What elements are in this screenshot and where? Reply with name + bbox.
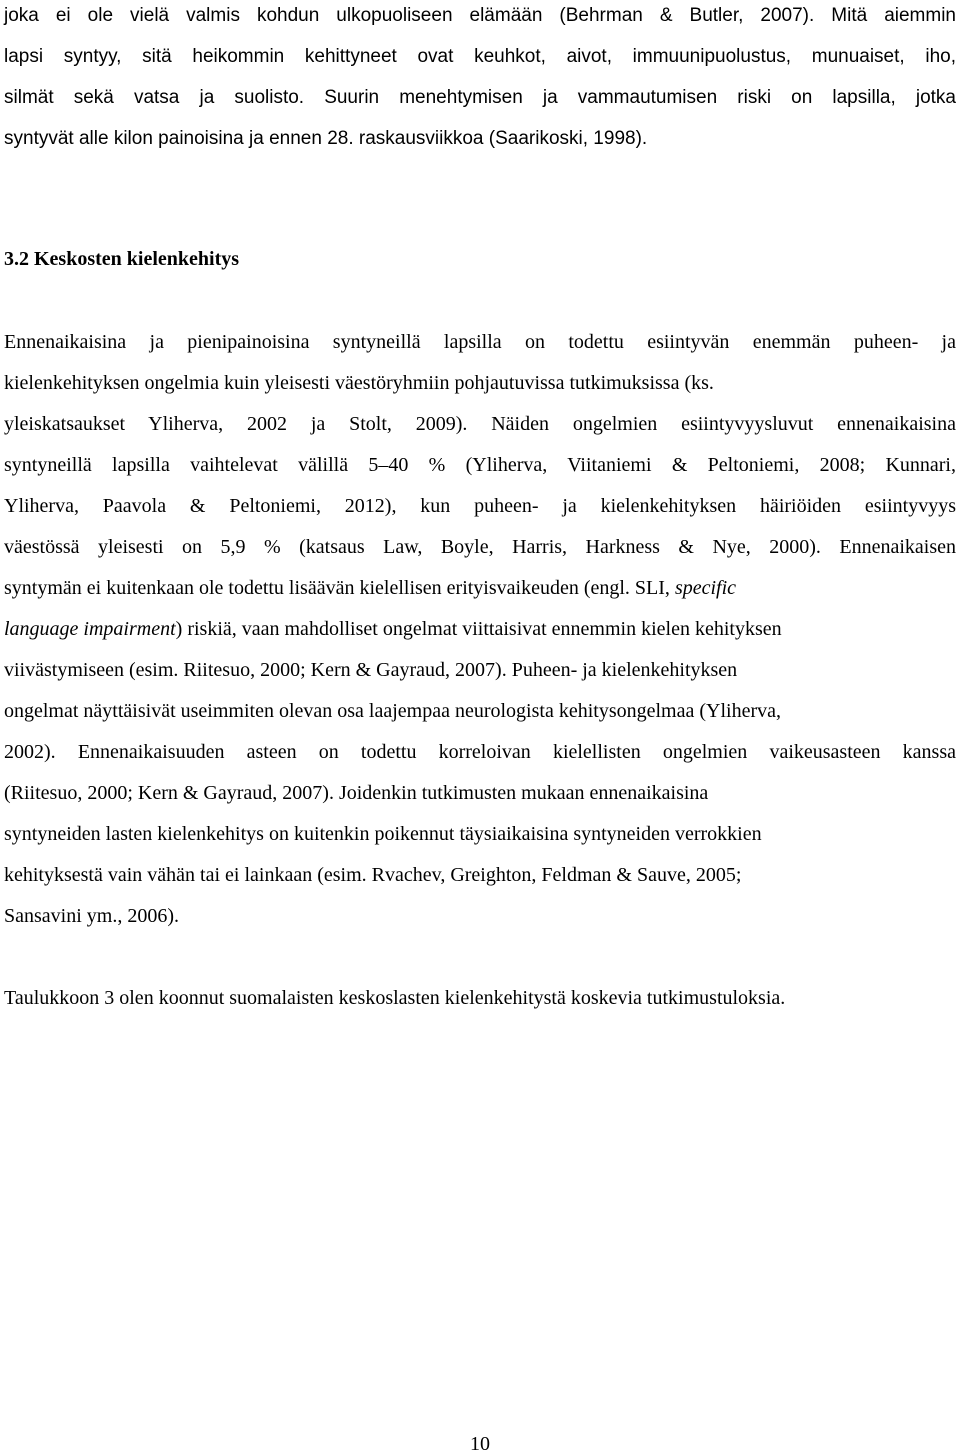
page-number: 10 [470, 1433, 490, 1455]
body-line-5: Yliherva, Paavola & Peltoniemi, 2012), kun puheen- ja kielenkehityksen häiriöiden esiintyvyys [4, 495, 956, 517]
body-line-4: syntyneillä lapsilla vaihtelevat välillä 5–40 % (Yliherva, Viitaniemi & Peltoniemi, 2008; Kunnari, [4, 454, 956, 476]
body-line-15: Sansavini ym., 2006). [4, 905, 179, 927]
body-line-1: Ennenaikaisina ja pienipainoisina syntyneillä lapsilla on todettu esiintyvän enemmän puheen- ja [4, 331, 956, 353]
intro-line-3: silmät sekä vatsa ja suolisto. Suurin menehtymisen ja vammautumisen riski on lapsilla, jotka [4, 87, 956, 108]
body-line-7-italic: specific [674, 577, 737, 599]
body-line-11: 2002). Ennenaikaisuuden asteen on todettu korreloivan kielellisten ongelmien vaikeusasteen kanssa [4, 741, 956, 763]
intro-line-1: joka ei ole vielä valmis kohdun ulkopuoliseen elämään (Behrman & Butler, 2007). Mitä aiemmin [4, 5, 956, 26]
body-line-14: kehityksestä vain vähän tai ei lainkaan (esim. Rvachev, Greighton, Feldman & Sauve, 2005; [4, 864, 742, 886]
closing-line: Taulukkoon 3 olen koonnut suomalaisten keskoslasten kielenkehitystä koskevia tutkimustuloksia. [4, 987, 786, 1009]
body-line-13: syntyneiden lasten kielenkehitys on kuitenkin poikennut täysiaikaisina syntyneiden verrokkien [4, 823, 762, 845]
intro-line-4: syntyvät alle kilon painoisina ja ennen 28. raskausviikkoa (Saarikoski, 1998). [4, 128, 648, 149]
body-line-8 [4, 617, 956, 641]
section-heading: 3.2 Keskosten kielenkehitys [4, 248, 240, 270]
body-line-7-text: syntymän ei kuitenkaan ole todettu lisäävän kielellisen erityisvaikeuden (engl. SLI, [4, 577, 675, 599]
body-line-8-italic: language impairment [4, 618, 176, 640]
body-line-7 [4, 576, 956, 600]
body-line-6: väestössä yleisesti on 5,9 % (katsaus Law, Boyle, Harris, Harkness & Nye, 2000). Ennenaikaisen [4, 536, 956, 558]
body-line-10: ongelmat näyttäisivät useimmiten olevan osa laajempaa neurologista kehitysongelmaa (Yliherva, [4, 700, 781, 722]
body-line-2: kielenkehityksen ongelmia kuin yleisesti väestöryhmiin pohjautuvissa tutkimuksissa (ks. [4, 372, 714, 394]
body-line-9: viivästymiseen (esim. Riitesuo, 2000; Kern & Gayraud, 2007). Puheen- ja kielenkehityksen [4, 659, 738, 681]
body-line-12: (Riitesuo, 2000; Kern & Gayraud, 2007). Joidenkin tutkimusten mukaan ennenaikaisina [4, 782, 709, 804]
intro-line-2: lapsi syntyy, sitä heikommin kehittyneet ovat keuhkot, aivot, immuunipuolustus, munuaiset, iho, [4, 46, 956, 67]
body-line-8-text: ) riskiä, vaan mahdolliset ongelmat viittaisivat ennemmin kielen kehityksen [175, 618, 782, 640]
body-line-3: yleiskatsaukset Yliherva, 2002 ja Stolt, 2009). Näiden ongelmien esiintyvyysluvut ennenaikaisina [4, 413, 956, 435]
